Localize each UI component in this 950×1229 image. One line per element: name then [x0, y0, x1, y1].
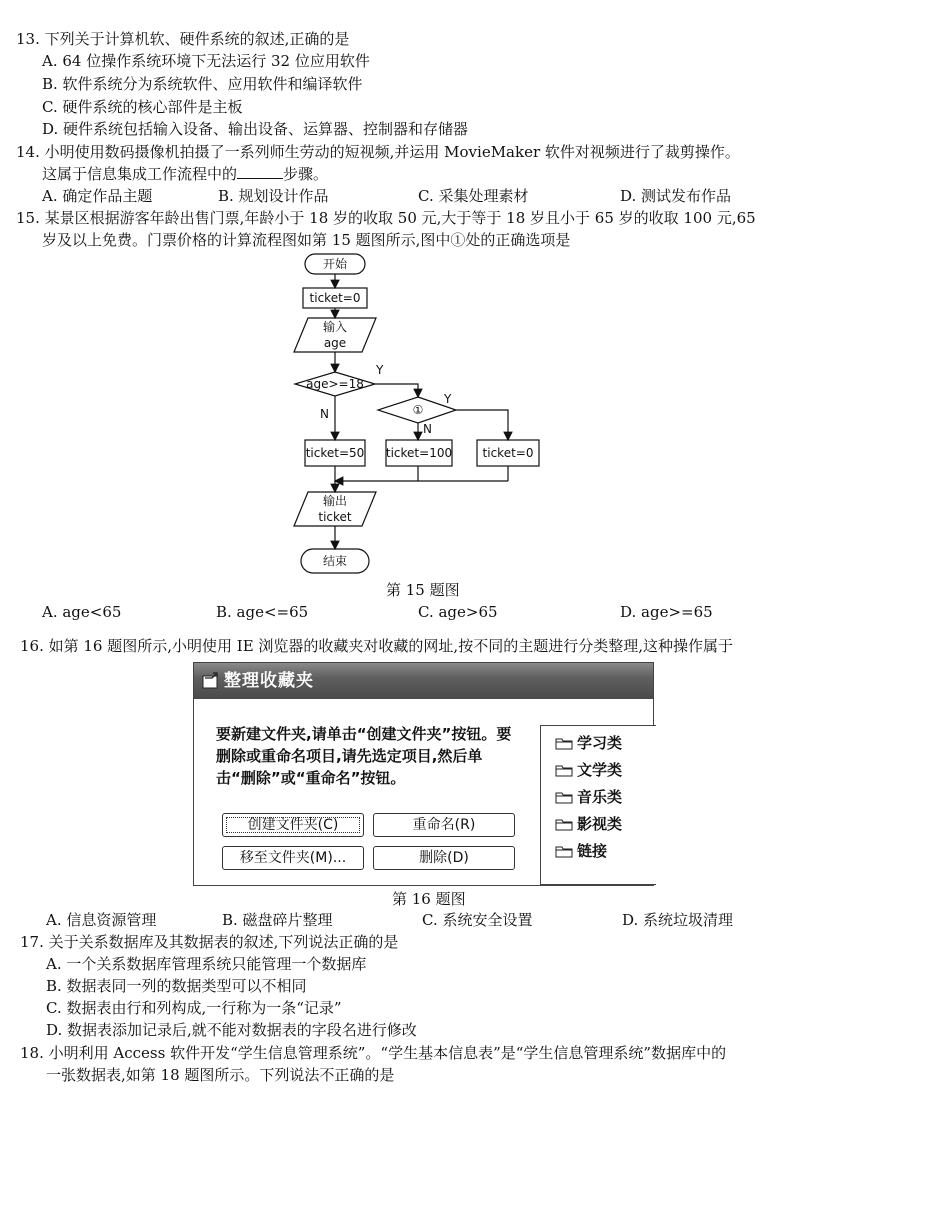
q14-stem-after-blank: 步骤。 [283, 165, 329, 183]
q16-stem: 16. 如第 16 题图所示,小明使用 IE 浏览器的收藏夹对收藏的网址,按不同的主题进行分类整理,这种操作属于 [20, 637, 733, 655]
q15-option-c: C. age>65 [418, 603, 498, 621]
cond2-label: ① [412, 403, 424, 417]
folder-label: 影视类 [577, 815, 623, 833]
organize-favorites-dialog [193, 662, 654, 886]
q17-option-d: D. 数据表添加记录后,就不能对数据表的字段名进行修改 [46, 1021, 417, 1039]
q17-option-c: C. 数据表由行和列构成,一行称为一条“记录” [46, 999, 342, 1017]
q17-stem: 17. 关于关系数据库及其数据表的叙述,下列说法正确的是 [20, 933, 399, 951]
favorites-folder-icon [202, 672, 220, 690]
cond1-label: age>=18 [306, 377, 364, 391]
cond1-no-label: N [320, 407, 329, 421]
q15-stem-line2: 岁及以上免费。门票价格的计算流程图如第 15 题图所示,图中①处的正确选项是 [42, 231, 571, 249]
folder-item[interactable] [555, 813, 622, 835]
ticket50-label: ticket=50 [305, 446, 365, 460]
output-label-2: ticket [318, 510, 352, 524]
dialog-instructions: 要新建文件夹,请单击“创建文件夹”按钮。要删除或重命名项目,请先选定项目,然后单击“删除”或“重命名”按钮。 [216, 725, 512, 787]
q13-option-b: B. 软件系统分为系统软件、应用软件和编译软件 [42, 75, 363, 93]
q17-option-b: B. 数据表同一列的数据类型可以不相同 [46, 977, 307, 995]
q15-option-d: D. age>=65 [620, 603, 713, 621]
q14-option-a: A. 确定作品主题 [42, 187, 153, 205]
answer-blank [237, 164, 283, 179]
q14-option-c: C. 采集处理素材 [418, 187, 529, 205]
input-label-2: age [323, 336, 347, 350]
ticket100-label: ticket=100 [385, 446, 453, 460]
end-label: 结束 [322, 554, 348, 568]
q13-stem: 13. 下列关于计算机软、硬件系统的叙述,正确的是 [16, 30, 350, 48]
folder-label: 文学类 [577, 761, 623, 779]
q18-stem-line2: 一张数据表,如第 18 题图所示。下列说法不正确的是 [46, 1066, 395, 1084]
q16-option-a: A. 信息资源管理 [46, 911, 157, 929]
cond2-yes-label: Y [444, 392, 452, 406]
folder-label: 链接 [577, 842, 608, 860]
folder-icon [555, 844, 573, 858]
q14-stem-line1: 14. 小明使用数码摄像机拍摄了一系列师生劳动的短视频,并运用 MovieMaker 软件对视频进行了裁剪操作。 [16, 143, 740, 161]
input-label-1: 输入 [322, 320, 348, 334]
cond1-yes-label: Y [376, 363, 384, 377]
q14-option-d: D. 测试发布作品 [620, 187, 732, 205]
cond2-no-label: N [423, 422, 432, 436]
rename-button[interactable]: 重命名(R) [373, 813, 515, 837]
q16-option-d: D. 系统垃圾清理 [622, 911, 734, 929]
dialog-title: 整理收藏夹 [224, 671, 314, 691]
q16-option-c: C. 系统安全设置 [422, 911, 533, 929]
q14-stem-line2 [42, 164, 328, 185]
folder-item[interactable] [555, 840, 607, 862]
q15-option-b: B. age<=65 [216, 603, 309, 621]
favorites-folder-list[interactable] [540, 725, 656, 885]
folder-icon [555, 817, 573, 831]
flowchart-figure [280, 250, 580, 582]
folder-label: 音乐类 [577, 788, 623, 806]
q15-option-a: A. age<65 [42, 603, 122, 621]
init-label: ticket=0 [309, 291, 361, 305]
delete-button[interactable]: 删除(D) [373, 846, 515, 870]
dialog-titlebar[interactable] [194, 663, 653, 699]
folder-icon [555, 736, 573, 750]
q14-stem-before-blank: 这属于信息集成工作流程中的 [42, 165, 238, 183]
q15-caption: 第 15 题图 [386, 581, 460, 599]
move-to-folder-button[interactable]: 移至文件夹(M)... [222, 846, 364, 870]
folder-label: 学习类 [577, 734, 623, 752]
ticket0-label: ticket=0 [482, 446, 534, 460]
q15-stem-line1: 15. 某景区根据游客年龄出售门票,年龄小于 18 岁的收取 50 元,大于等于 18 岁且小于 65 岁的收取 100 元,65 [16, 209, 756, 227]
q18-stem-line1: 18. 小明利用 Access 软件开发“学生信息管理系统”。“学生基本信息表”是“学生信息管理系统”数据库中的 [20, 1044, 727, 1062]
folder-item[interactable] [555, 786, 622, 808]
start-label: 开始 [322, 257, 348, 271]
q13-option-c: C. 硬件系统的核心部件是主板 [42, 98, 243, 116]
folder-icon [555, 790, 573, 804]
output-label-1: 输出 [322, 494, 348, 508]
q17-option-a: A. 一个关系数据库管理系统只能管理一个数据库 [46, 955, 367, 973]
q16-option-b: B. 磁盘碎片整理 [222, 911, 333, 929]
q13-option-d: D. 硬件系统包括输入设备、输出设备、运算器、控制器和存储器 [42, 120, 469, 138]
folder-icon [555, 763, 573, 777]
q13-option-a: A. 64 位操作系统环境下无法运行 32 位应用软件 [42, 52, 370, 70]
create-folder-button[interactable]: 创建文件夹(C) [222, 813, 364, 837]
folder-item[interactable] [555, 732, 622, 754]
folder-item[interactable] [555, 759, 622, 781]
q14-option-b: B. 规划设计作品 [218, 187, 329, 205]
q16-caption: 第 16 题图 [392, 890, 466, 908]
